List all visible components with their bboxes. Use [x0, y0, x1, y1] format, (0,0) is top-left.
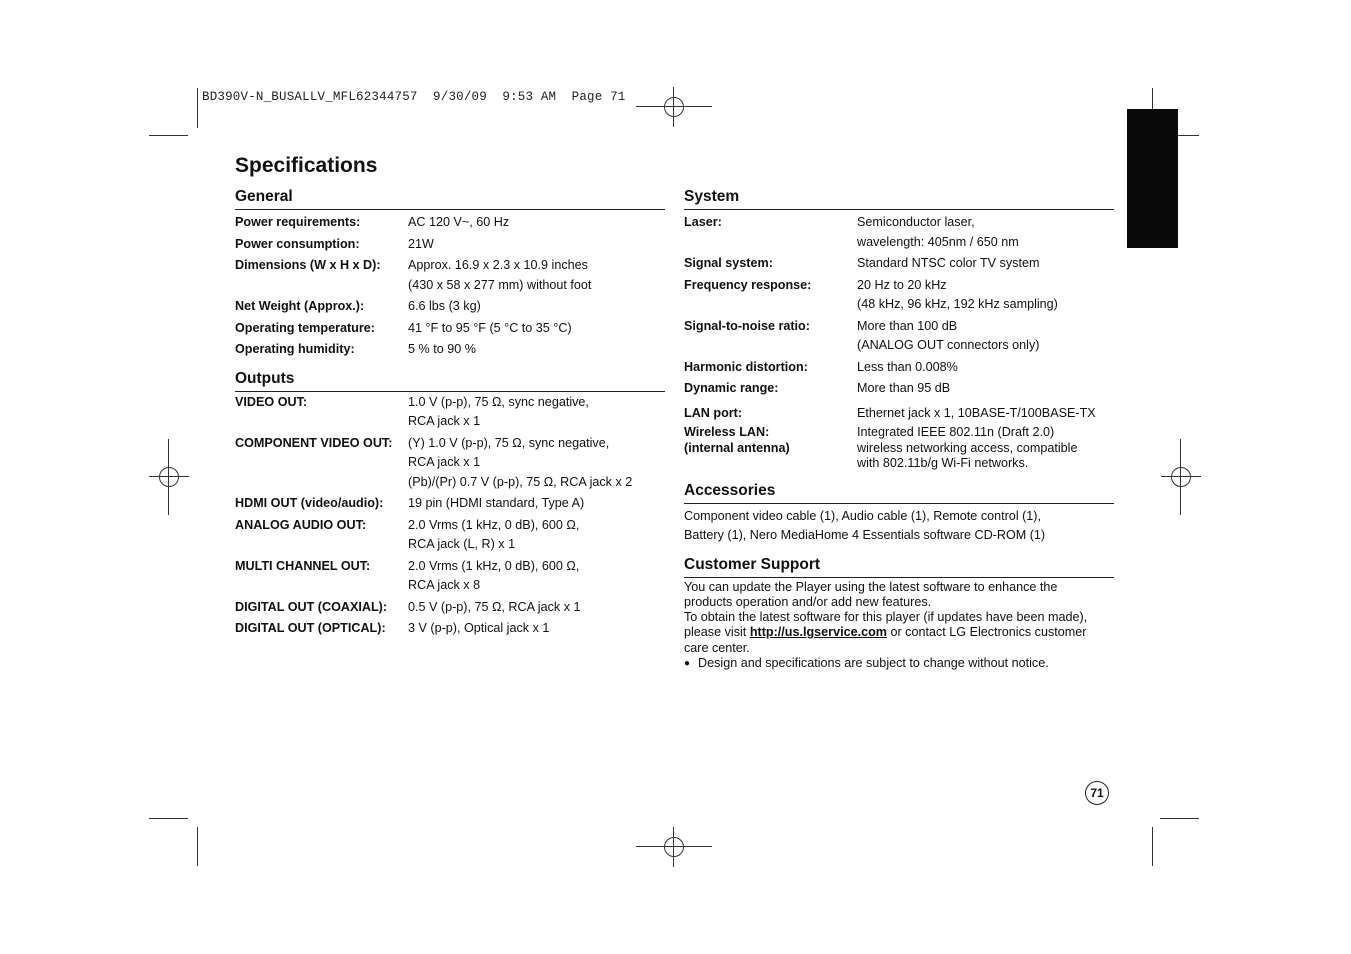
system-spec-list	[684, 210, 1114, 472]
spec-row: MULTI CHANNEL OUT: 2.0 Vrms (1 kHz, 0 dB), 600 Ω, RCA jack x 8	[235, 558, 580, 592]
print-header-line: BD390V-N_BUSALLV_MFL62344757 9/30/09 9:53 AM Page 71	[202, 90, 626, 104]
spec-row: Dynamic range: More than 95 dB	[684, 381, 951, 395]
spec-row: COMPONENT VIDEO OUT: (Y) 1.0 V (p-p), 75 Ω, sync negative, RCA jack x 1 (Pb)/(Pr) 0.7 V (p-p), 75 Ω, RCA jack x 2	[235, 435, 633, 489]
registration-mark-bottom	[654, 827, 694, 867]
spec-row: Signal system: Standard NTSC color TV system	[684, 256, 1040, 270]
section-heading-outputs: Outputs	[235, 370, 665, 392]
chapter-tab	[1127, 109, 1178, 248]
spec-row: LAN port: Ethernet jack x 1, 10BASE-T/100BASE-TX	[684, 405, 1096, 420]
right-column	[684, 188, 1114, 671]
accessories-text: Component video cable (1), Audio cable (1), Remote control (1), Battery (1), Nero MediaHome 4 Essentials software CD-ROM (1)	[684, 508, 1046, 542]
registration-mark-right	[1161, 457, 1201, 497]
spec-row: DIGITAL OUT (COAXIAL): 0.5 V (p-p), 75 Ω, RCA jack x 1	[235, 599, 581, 614]
section-heading-system: System	[684, 188, 1114, 210]
spec-row: Power consumption: 21W	[235, 236, 434, 251]
spec-row: ANALOG AUDIO OUT: 2.0 Vrms (1 kHz, 0 dB), 600 Ω, RCA jack (L, R) x 1	[235, 517, 580, 551]
spec-row: Wireless LAN: (internal antenna) Integrated IEEE 802.11n (Draft 2.0) wireless networking access, compatible with 802.11b/g Wi-Fi networks.	[684, 425, 1078, 470]
spec-row: Harmonic distortion: Less than 0.008%	[684, 359, 958, 374]
spec-row: Laser: Semiconductor laser, wavelength: 405nm / 650 nm	[684, 215, 1019, 249]
spec-row: Frequency response: 20 Hz to 20 kHz (48 kHz, 96 kHz, 192 kHz sampling)	[684, 277, 1058, 311]
spec-row: Signal-to-noise ratio: More than 100 dB (ANALOG OUT connectors only)	[684, 318, 1040, 352]
list-item: ● Design and specifications are subject to change without notice.	[684, 655, 1049, 670]
registration-mark-left	[149, 457, 189, 497]
customer-support-text: You can update the Player using the latest software to enhance the products operation and/or add new features. To obtain the latest software for this player (if updates have been made), please visit http://us.lgservice.com or contact LG Electronics customer care center. ● Design and specifications are subject to change without notice.	[684, 578, 1114, 672]
section-heading-accessories: Accessories	[684, 482, 1114, 504]
section-heading-customer-support: Customer Support	[684, 556, 1114, 578]
spec-row: HDMI OUT (video/audio): 19 pin (HDMI standard, Type A)	[235, 496, 585, 510]
bullet-icon: ●	[684, 657, 691, 669]
page-title: Specifications	[235, 154, 378, 177]
outputs-spec-list	[235, 392, 665, 639]
spec-row: Operating humidity: 5 % to 90 %	[235, 342, 476, 356]
spec-row: DIGITAL OUT (OPTICAL): 3 V (p-p), Optical jack x 1	[235, 621, 550, 635]
spec-row: Dimensions (W x H x D): Approx. 16.9 x 2.3 x 10.9 inches (430 x 58 x 277 mm) without foot	[235, 258, 592, 292]
lg-service-link[interactable]: http://us.lgservice.com	[749, 625, 887, 640]
spec-row: VIDEO OUT: 1.0 V (p-p), 75 Ω, sync negative, RCA jack x 1	[235, 394, 589, 428]
page-number: 71	[1085, 781, 1109, 805]
left-column	[235, 188, 665, 639]
spec-row: Net Weight (Approx.): 6.6 lbs (3 kg)	[235, 299, 481, 313]
spec-row: Power requirements: AC 120 V~, 60 Hz	[235, 215, 510, 229]
general-spec-list	[235, 210, 665, 360]
spec-row: Operating temperature: 41 °F to 95 °F (5 °C to 35 °C)	[235, 320, 572, 335]
registration-mark-top	[654, 87, 694, 127]
section-heading-general: General	[235, 188, 665, 210]
